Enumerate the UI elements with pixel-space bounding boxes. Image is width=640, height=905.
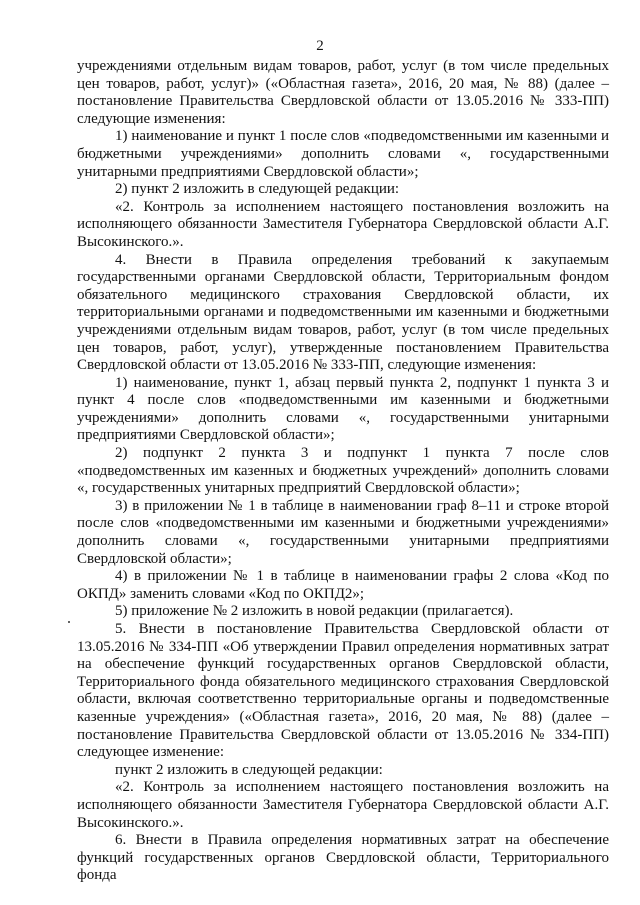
paragraph-section-4-item-1: 1) наименование, пункт 1, абзац первый пункта 2, подпункт 1 пункта 3 и пункт 4 после слов «подведомственными им казенными и бюджетными учреждениями» дополнить словами «, государственными унитарными предприятиями Свердловской области»; <box>77 374 609 444</box>
paragraph-section-5-change: пункт 2 изложить в следующей редакции: <box>115 761 383 778</box>
paragraph-item-1: 1) наименование и пункт 1 после слов «подведомственными им казенными и бюджетными учреждениями» дополнить словами «, государственными унитарными предприятиями Свердловской области»; <box>77 128 609 180</box>
paragraph-section-4-item-5: 5) приложение № 2 изложить в новой редакции (прилагается). <box>115 603 514 620</box>
paragraph-section-5: 5. Внести в постановление Правительства Свердловской области от 13.05.2016 № 334-ПП «Об утверждении Правил определения нормативных затрат на обеспечение функций государственных органов Свердловской области, Территориального фонда обязательного медицинского страхования Свердловской области, включая соответственно территориальные органы и подведомственные казенные учреждения» («Областная газета», 2016, 20 мая, № 88) (далее – постановление Правительства Свердловской области от 13.05.2016 № 334-ПП) следующее изменение: <box>77 621 609 761</box>
paragraph-section-6: 6. Внести в Правила определения нормативных затрат на обеспечение функций государственных органов Свердловской области, Территориального фонда <box>77 832 609 884</box>
margin-mark <box>68 621 70 623</box>
paragraph-intro-continuation: учреждениями отдельным видам товаров, работ, услуг (в том числе предельных цен товаров, работ, услуг)» («Областная газета», 2016, 20 мая, № 88) (далее – постановление Правительства Свердловской области от 13.05.2016 № 333-ПП) следующие изменения: <box>77 58 609 127</box>
page-number: 2 <box>316 38 324 54</box>
paragraph-section-4-item-3: 3) в приложении № 1 в таблице в наименовании граф 8–11 и строке второй после слов «подведомственными им казенными и бюджетными учреждениями» дополнить словами «, государственными унитарными предприятиями Свердловской области»; <box>77 497 609 567</box>
paragraph-section-5-quote: «2. Контроль за исполнением настоящего постановления возложить на исполняющего обязанности Заместителя Губернатора Свердловской области А.Г. Высокинского.». <box>77 779 609 831</box>
paragraph-section-4-item-4: 4) в приложении № 1 в таблице в наименовании графы 2 слова «Код по ОКПД» заменить словами «Код по ОКПД2»; <box>77 568 609 602</box>
paragraph-section-4-item-2: 2) подпункт 2 пункта 3 и подпункт 1 пункта 7 после слов «подведомственных им казенных и бюджетных учреждений» дополнить словами «, государственных унитарных предприятий Свердловской области»; <box>77 445 609 497</box>
document-body <box>77 58 609 885</box>
paragraph-item-2-quote: «2. Контроль за исполнением настоящего постановления возложить на исполняющего обязанности Заместителя Губернатора Свердловской области А.Г. Высокинского.». <box>77 198 609 250</box>
paragraph-item-2: 2) пункт 2 изложить в следующей редакции: <box>115 181 400 198</box>
paragraph-section-4: 4. Внести в Правила определения требований к закупаемым государственными органами Свердловской области, Территориальным фондом обязательного медицинского страхования Свердловской области, их территориальными органами и подведомственными им казенными и бюджетными учреждениями отдельным видам товаров, работ, услуг (в том числе предельных цен товаров, работ, услуг), утвержденные постановлением Правительства Свердловской области от 13.05.2016 № 333-ПП, следующие изменения: <box>77 251 609 374</box>
